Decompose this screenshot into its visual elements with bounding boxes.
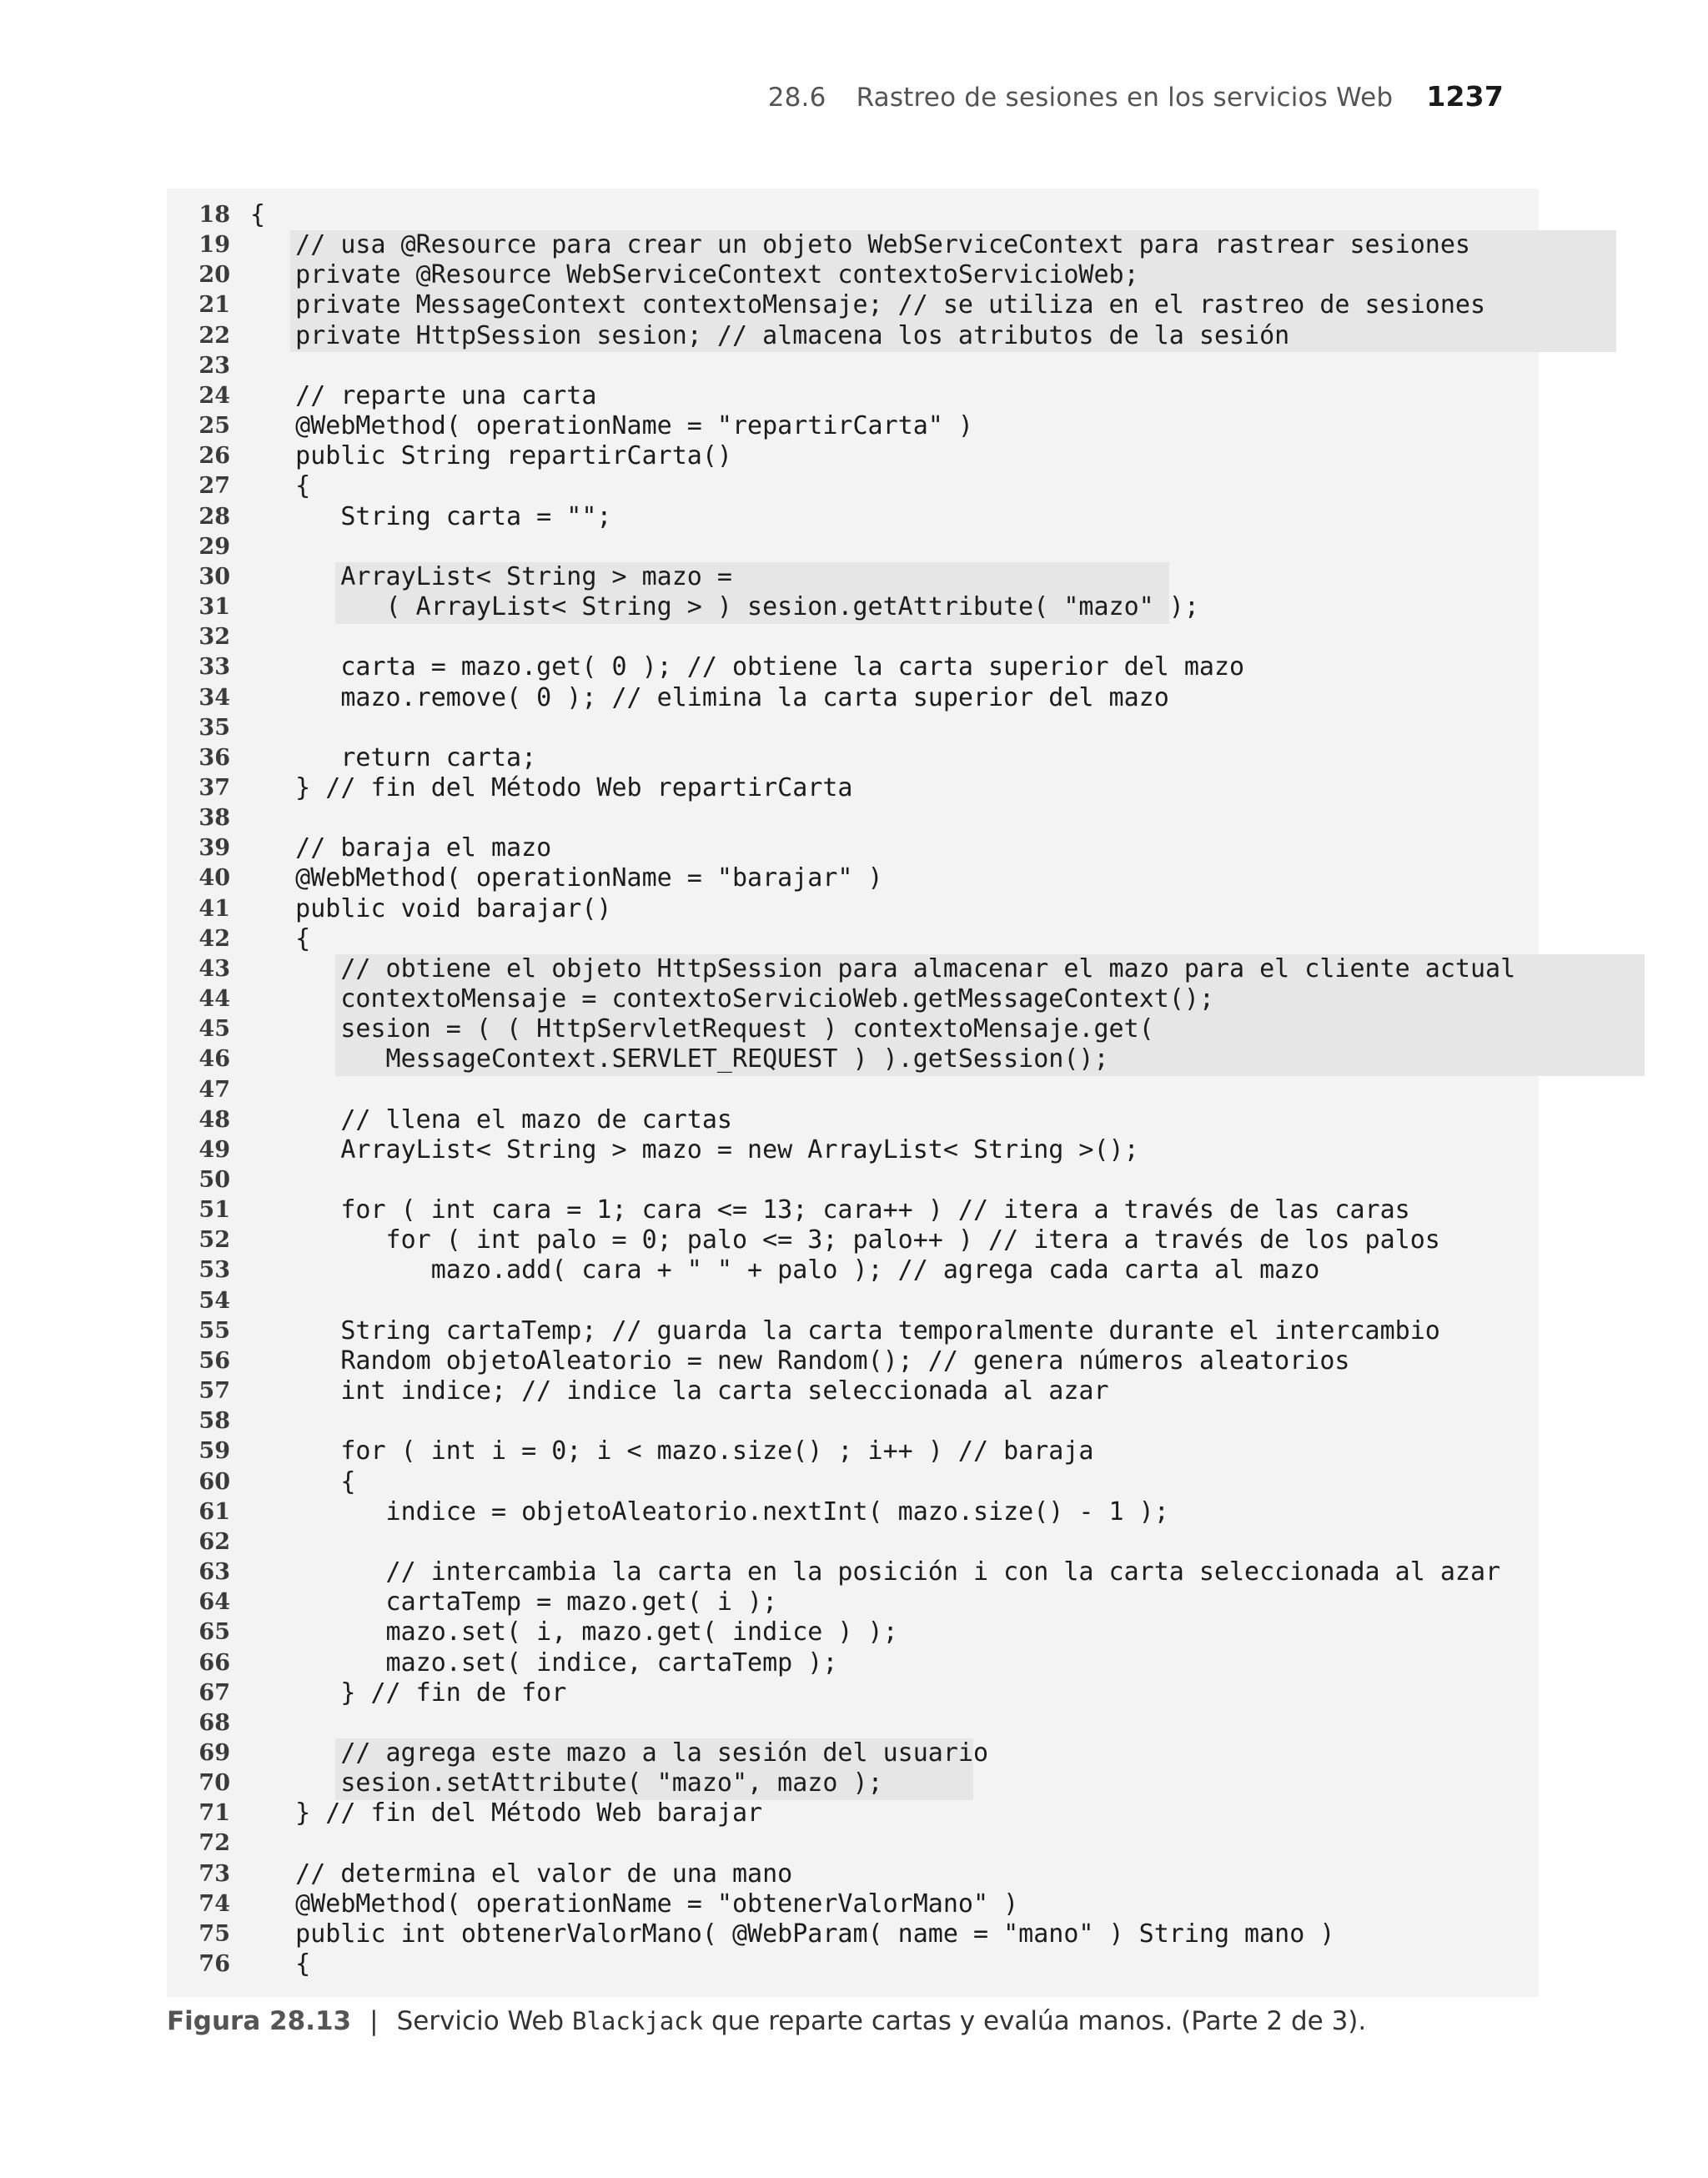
code-line [167,924,1539,954]
code-line [167,562,1539,592]
code-text: // obtiene el objeto HttpSession para almacenar el mazo para el cliente actual [250,953,1516,983]
code-text: cartaTemp = mazo.get( i ); [250,1587,778,1617]
code-line [167,1044,1539,1074]
line-number: 37 [198,774,230,801]
code-line [167,622,1539,652]
line-number: 38 [198,805,230,832]
caption-text-before: Servicio Web [396,2006,572,2036]
code-line [167,351,1539,381]
code-line [167,1738,1539,1768]
code-listing [167,189,1539,1997]
code-line [167,1436,1539,1466]
page-header [768,80,1504,113]
code-line [167,1165,1539,1195]
line-number: 25 [198,413,230,440]
line-number: 32 [198,624,230,651]
line-number: 55 [198,1317,230,1344]
line-number: 28 [198,503,230,530]
code-line [167,1406,1539,1436]
code-line [167,290,1539,320]
code-text: mazo.set( i, mazo.get( indice ) ); [250,1617,898,1647]
code-line [167,1255,1539,1285]
page-number: 1237 [1426,80,1504,113]
code-text: for ( int cara = 1; cara <= 13; cara++ ) // itera a través de las caras [250,1195,1410,1225]
line-number: 33 [198,654,230,681]
code-line [167,411,1539,441]
code-line [167,260,1539,290]
code-line [167,833,1539,863]
code-line [167,984,1539,1014]
code-text: // intercambia la carta en la posición i con la carta seleccionada al azar [250,1557,1501,1587]
code-line [167,592,1539,622]
code-line [167,1889,1539,1919]
line-number: 76 [198,1951,230,1978]
code-text: ArrayList< String > mazo = [250,561,732,591]
line-number: 51 [198,1197,230,1224]
code-line [167,743,1539,773]
line-number: 34 [198,684,230,711]
code-text: carta = mazo.get( 0 ); // obtiene la carta superior del mazo [250,652,1245,682]
line-number: 56 [198,1347,230,1374]
code-line [167,381,1539,411]
line-number: 57 [198,1378,230,1405]
code-line [167,1316,1539,1346]
code-line [167,773,1539,803]
code-line [167,471,1539,501]
line-number: 40 [198,865,230,892]
line-number: 43 [198,955,230,982]
line-number: 48 [198,1106,230,1133]
code-text: } // fin de for [250,1678,567,1708]
code-text: sesion = ( ( HttpServletRequest ) contextoMensaje.get( [250,1014,1154,1044]
code-text: // baraja el mazo [250,833,552,863]
line-number: 36 [198,744,230,771]
line-number: 50 [198,1167,230,1193]
code-text: private HttpSession sesion; // almacena los atributos de la sesión [250,320,1290,350]
code-line [167,502,1539,532]
code-text: // usa @Resource para crear un objeto WebServiceContext para rastrear sesiones [250,230,1470,260]
code-text: MessageContext.SERVLET_REQUEST ) ).getSession(); [250,1044,1109,1074]
code-text: String carta = ""; [250,501,612,531]
line-number: 27 [198,473,230,500]
line-number: 74 [198,1890,230,1917]
code-text: String cartaTemp; // guarda la carta temporalmente durante el intercambio [250,1315,1440,1346]
line-number: 67 [198,1679,230,1706]
code-line [167,532,1539,562]
code-text: } // fin del Método Web repartirCarta [250,772,853,802]
code-text: contextoMensaje = contextoServicioWeb.getMessageContext(); [250,984,1214,1014]
line-number: 21 [198,292,230,319]
line-number: 64 [198,1589,230,1616]
code-text: { [250,923,311,953]
line-number: 49 [198,1136,230,1163]
line-number: 29 [198,533,230,560]
code-text: // agrega este mazo a la sesión del usuario [250,1738,989,1768]
code-line [167,1828,1539,1859]
line-number: 70 [198,1770,230,1797]
caption-code-term: Blackjack [571,2007,704,2035]
code-line [167,1225,1539,1255]
code-text: sesion.setAttribute( "mazo", mazo ); [250,1768,883,1798]
code-line [167,441,1539,471]
line-number: 30 [198,563,230,590]
line-number: 52 [198,1227,230,1254]
code-text: indice = objetoAleatorio.nextInt( mazo.size() - 1 ); [250,1496,1169,1527]
line-number: 45 [198,1016,230,1043]
line-number: 42 [198,925,230,952]
caption-text-after: que reparte cartas y evalúa manos. (Parte 2 de 3). [703,2006,1367,2036]
line-number: 39 [198,835,230,862]
code-text: public void barajar() [250,893,612,923]
code-line [167,803,1539,833]
line-number: 75 [198,1920,230,1947]
line-number: 71 [198,1800,230,1827]
code-text: int indice; // indice la carta seleccionada al azar [250,1376,1109,1406]
code-line [167,1286,1539,1316]
code-text: private MessageContext contextoMensaje; // se utiliza en el rastreo de sesiones [250,290,1486,320]
code-text: // reparte una carta [250,380,597,410]
code-text: for ( int palo = 0; palo <= 3; palo++ ) // itera a través de los palos [250,1225,1440,1255]
code-text: return carta; [250,742,537,772]
code-line [167,1195,1539,1225]
line-number: 22 [198,322,230,349]
section-title: Rastreo de sesiones en los servicios Web [856,83,1394,113]
code-text: mazo.set( indice, cartaTemp ); [250,1647,838,1678]
code-text: public String repartirCarta() [250,441,732,471]
line-number: 47 [198,1076,230,1103]
code-line [167,1467,1539,1497]
line-number: 35 [198,714,230,741]
code-line [167,1617,1539,1647]
code-line [167,1949,1539,1979]
code-line [167,1014,1539,1044]
line-number: 72 [198,1830,230,1857]
code-lines [167,200,1539,1979]
code-line [167,1557,1539,1587]
code-text: @WebMethod( operationName = "barajar" ) [250,863,883,893]
line-number: 68 [198,1709,230,1736]
caption-separator: | [369,2006,379,2036]
line-number: 62 [198,1528,230,1555]
code-text: { [250,1466,356,1496]
code-text: ( ArrayList< String > ) sesion.getAttribute( "mazo" ); [250,592,1199,622]
code-text: mazo.add( cara + " " + palo ); // agrega cada carta al mazo [250,1255,1320,1285]
code-line [167,683,1539,713]
line-number: 69 [198,1739,230,1766]
code-line [167,230,1539,260]
code-line [167,1859,1539,1889]
line-number: 20 [198,262,230,289]
code-line [167,1768,1539,1798]
code-text: for ( int i = 0; i < mazo.size() ; i++ ) // baraja [250,1436,1094,1466]
code-text: { [250,1949,311,1979]
figure-caption [167,2006,1366,2036]
code-text: { [250,471,311,501]
line-number: 31 [198,594,230,621]
line-number: 18 [198,202,230,228]
line-number: 63 [198,1559,230,1586]
code-line [167,863,1539,893]
code-text: { [250,200,266,229]
line-number: 19 [198,232,230,259]
code-line [167,894,1539,924]
code-line [167,713,1539,743]
line-number: 23 [198,352,230,379]
line-number: 46 [198,1046,230,1073]
code-line [167,1135,1539,1165]
line-number: 54 [198,1287,230,1314]
code-line [167,1798,1539,1828]
code-text: Random objetoAleatorio = new Random(); // genera números aleatorios [250,1346,1350,1376]
line-number: 59 [198,1438,230,1465]
code-line [167,200,1539,230]
code-line [167,1376,1539,1406]
code-text: ArrayList< String > mazo = new ArrayList< String >(); [250,1134,1139,1164]
line-number: 66 [198,1649,230,1676]
code-line [167,1075,1539,1105]
figure-label: Figura 28.13 [167,2006,352,2036]
line-number: 24 [198,382,230,409]
code-text: // llena el mazo de cartas [250,1104,732,1134]
code-line [167,652,1539,682]
line-number: 61 [198,1498,230,1525]
code-line [167,1708,1539,1738]
code-line [167,1497,1539,1527]
code-text: private @Resource WebServiceContext contextoServicioWeb; [250,260,1139,290]
line-number: 26 [198,443,230,470]
line-number: 58 [198,1408,230,1435]
code-line [167,1648,1539,1678]
code-line [167,1346,1539,1376]
code-line [167,1527,1539,1557]
line-number: 60 [198,1468,230,1495]
code-line [167,1105,1539,1135]
code-text: mazo.remove( 0 ); // elimina la carta superior del mazo [250,682,1169,712]
section-number: 28.6 [767,83,826,113]
code-text: } // fin del Método Web barajar [250,1798,763,1828]
line-number: 53 [198,1257,230,1284]
code-text: // determina el valor de una mano [250,1859,793,1889]
line-number: 44 [198,986,230,1013]
code-line [167,1587,1539,1617]
code-line [167,1919,1539,1949]
line-number: 73 [198,1860,230,1887]
code-line [167,321,1539,351]
code-text: public int obtenerValorMano( @WebParam( name = "mano" ) String mano ) [250,1919,1335,1949]
line-number: 41 [198,895,230,922]
line-number: 65 [198,1619,230,1646]
code-text: @WebMethod( operationName = "repartirCarta" ) [250,411,973,441]
code-text: @WebMethod( operationName = "obtenerValorMano" ) [250,1889,1019,1919]
code-line [167,954,1539,984]
code-line [167,1678,1539,1708]
